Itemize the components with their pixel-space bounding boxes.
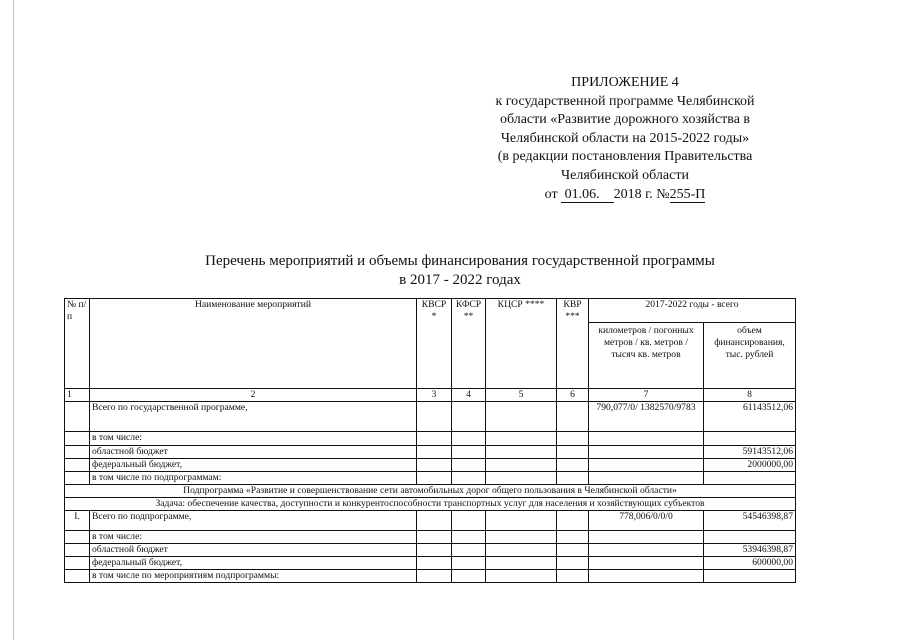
row-volume: 61143512,06	[704, 402, 796, 432]
document-title	[140, 252, 780, 290]
row-name: областной бюджет	[90, 544, 417, 557]
row-no	[65, 557, 90, 570]
table-row	[65, 472, 796, 485]
appendix-line: Челябинской области на 2015-2022 годы»	[500, 130, 750, 146]
header-row	[65, 299, 796, 323]
header-kvr: КВР ***	[557, 299, 589, 389]
row-name: Всего по государственной программе,	[90, 402, 417, 432]
column-number: 4	[452, 389, 486, 402]
row-volume	[704, 472, 796, 485]
row-volume	[704, 570, 796, 583]
subprogram-title: Подпрограмма «Развитие и совершенствование сети автомобильных дорог общего пользования в Челябинской области»	[65, 485, 796, 498]
row-volume: 53946398,87	[704, 544, 796, 557]
column-number: 7	[589, 389, 704, 402]
appendix-line: области «Развитие дорожного хозяйства в	[499, 112, 751, 128]
date-year: 2018 г. №	[613, 186, 670, 202]
document-title-line2: в 2017 - 2022 годах	[399, 272, 521, 288]
row-km	[589, 446, 704, 459]
appendix-line: Челябинской области	[561, 167, 689, 183]
column-number: 1	[65, 389, 90, 402]
appendix-date-line	[470, 186, 780, 205]
header-kcsr: КЦСР ****	[486, 299, 557, 389]
header-kvsr: КВСР *	[417, 299, 452, 389]
header-total-group: 2017-2022 годы - всего	[589, 299, 796, 323]
table-row	[65, 570, 796, 583]
row-no: I.	[65, 511, 90, 531]
column-numbers-row	[65, 389, 796, 402]
header-km: километров / погонных метров / кв. метров / тысяч кв. метров	[589, 323, 704, 389]
table-row	[65, 511, 796, 531]
column-number: 8	[704, 389, 796, 402]
appendix-block	[470, 74, 780, 204]
table-row	[65, 432, 796, 446]
row-no	[65, 570, 90, 583]
row-km: 790,077/0/ 1382570/9783	[589, 402, 704, 432]
table-row	[65, 402, 796, 432]
column-number: 3	[417, 389, 452, 402]
row-name: федеральный бюджет,	[90, 459, 417, 472]
appendix-line: к государственной программе Челябинской	[495, 93, 755, 109]
row-volume: 600000,00	[704, 557, 796, 570]
date-value: 01.06.	[561, 188, 614, 203]
date-prefix: от	[544, 186, 558, 202]
row-km	[589, 531, 704, 544]
row-no	[65, 544, 90, 557]
appendix-title: ПРИЛОЖЕНИЕ 4	[571, 75, 679, 90]
resolution-number: 255-П	[669, 186, 706, 202]
row-name: Всего по подпрограмме,	[90, 511, 417, 531]
row-km: 778,006/0/0/0	[589, 511, 704, 531]
document-title-line1: Перечень мероприятий и объемы финансирования государственной программы	[205, 253, 715, 269]
row-volume: 59143512,06	[704, 446, 796, 459]
page-edge	[13, 0, 14, 640]
row-km	[589, 459, 704, 472]
row-no	[65, 459, 90, 472]
row-km	[589, 432, 704, 446]
row-volume	[704, 432, 796, 446]
row-name: федеральный бюджет,	[90, 557, 417, 570]
row-no	[65, 432, 90, 446]
row-name: в том числе:	[90, 531, 417, 544]
header-no: № п/п	[65, 299, 90, 389]
row-no	[65, 472, 90, 485]
row-volume: 2000000,00	[704, 459, 796, 472]
subprogram-row	[65, 485, 796, 498]
column-number: 5	[486, 389, 557, 402]
column-number: 6	[557, 389, 589, 402]
table-row	[65, 446, 796, 459]
activities-table	[64, 298, 796, 583]
task-row	[65, 498, 796, 511]
row-name: в том числе:	[90, 432, 417, 446]
row-volume	[704, 531, 796, 544]
row-no	[65, 402, 90, 432]
row-name: в том числе по подпрограммам:	[90, 472, 417, 485]
table-row	[65, 459, 796, 472]
header-name: Наименование мероприятий	[90, 299, 417, 389]
column-number: 2	[90, 389, 417, 402]
header-volume: объем финансирования, тыс. рублей	[704, 323, 796, 389]
row-km	[589, 570, 704, 583]
header-kfsr: КФСР **	[452, 299, 486, 389]
row-no	[65, 446, 90, 459]
row-km	[589, 544, 704, 557]
row-name: областной бюджет	[90, 446, 417, 459]
table-row	[65, 557, 796, 570]
appendix-line: (в редакции постановления Правительства	[497, 149, 753, 165]
row-km	[589, 557, 704, 570]
row-name: в том числе по мероприятиям подпрограммы:	[90, 570, 417, 583]
task-title: Задача: обеспечение качества, доступности и конкурентоспособности транспортных услуг для населения и хозяйствующих субъектов	[65, 498, 796, 511]
table-row	[65, 544, 796, 557]
row-km	[589, 472, 704, 485]
table-row	[65, 531, 796, 544]
row-no	[65, 531, 90, 544]
row-volume: 54546398,87	[704, 511, 796, 531]
